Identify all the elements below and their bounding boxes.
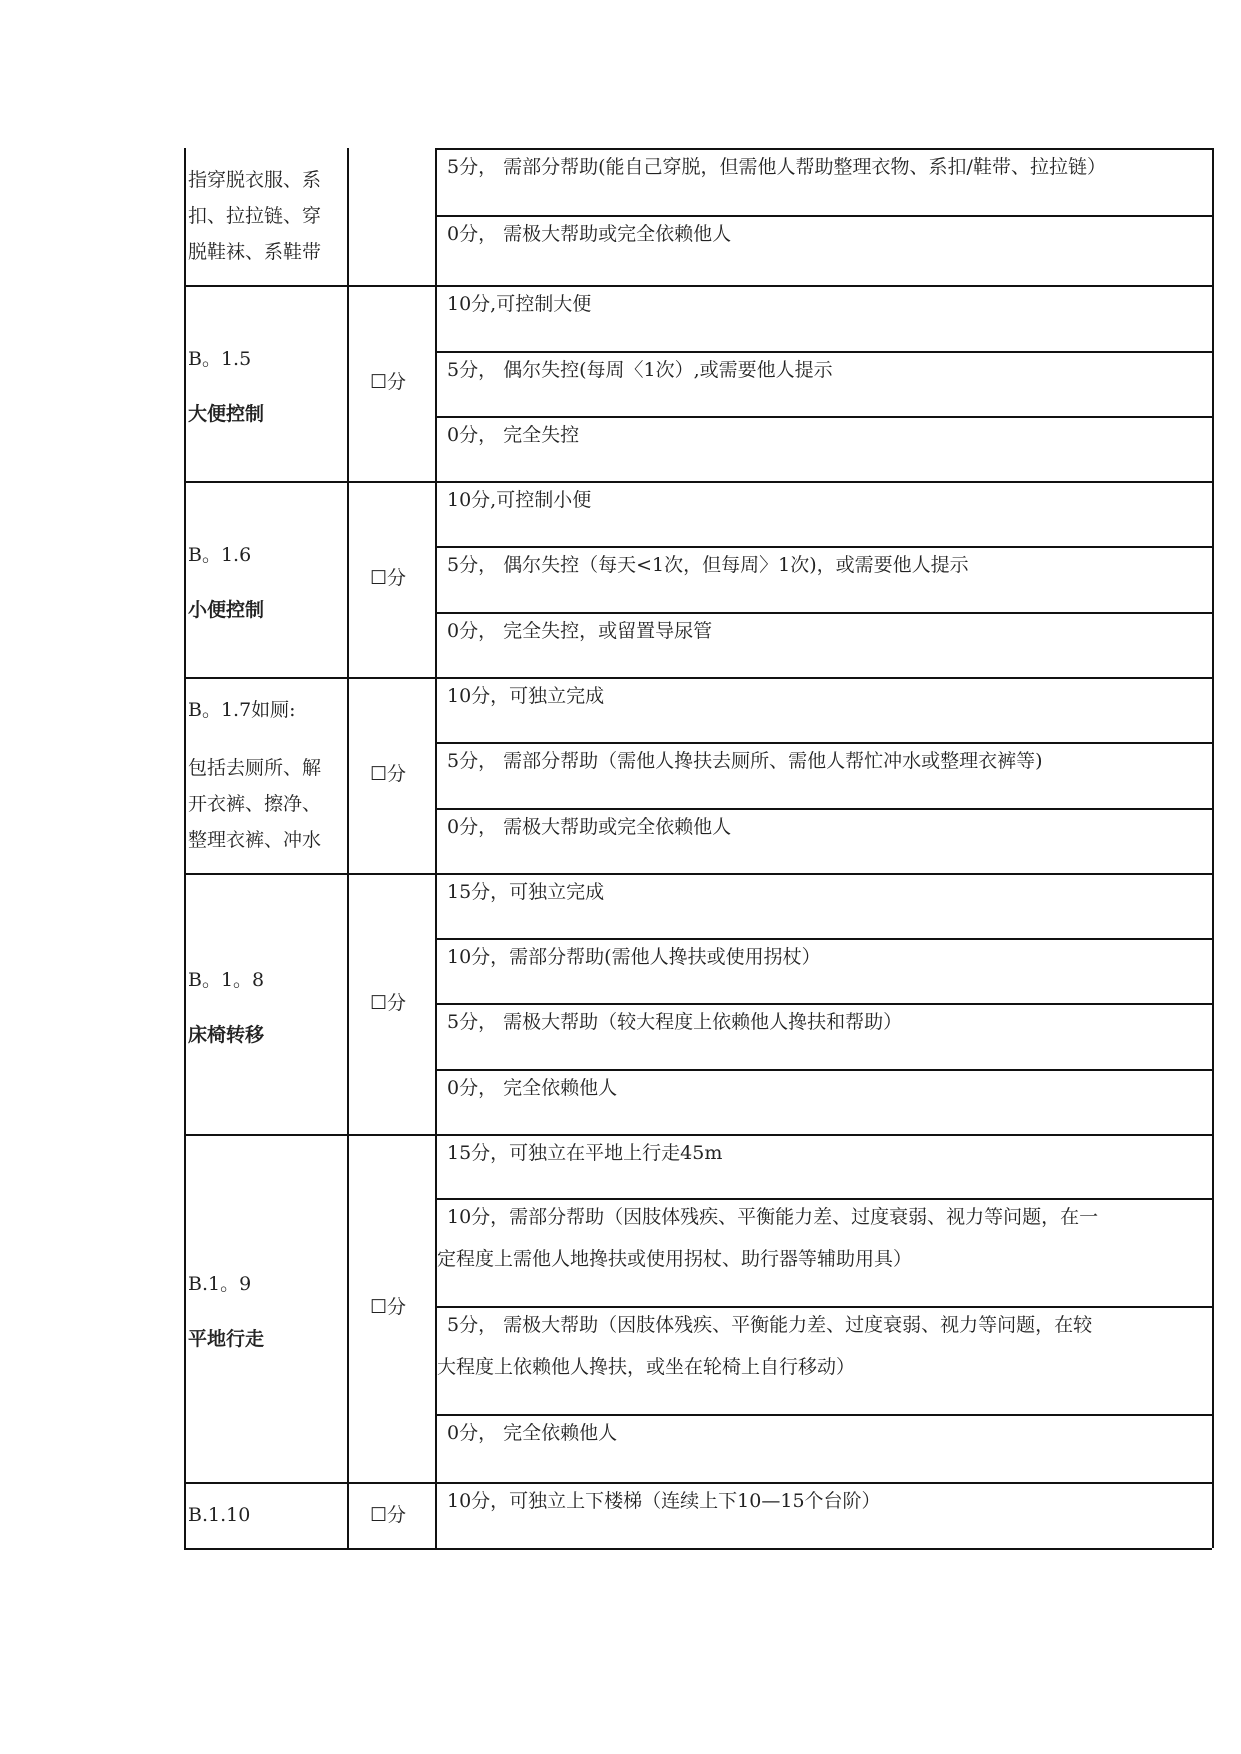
option-text: 0分， 完全依赖他人 [447, 1077, 618, 1099]
item-description: 整理衣裤、冲水 [188, 829, 322, 851]
item-description: 扣、拉拉链、穿 [188, 204, 322, 227]
item-code: B。1.5 [188, 348, 252, 370]
option-text: 5分， 需极大帮助（较大程度上依赖他人搀扶和帮助） [447, 1011, 903, 1033]
score-box: ☐分 [370, 763, 407, 785]
score-box: ☐分 [370, 991, 407, 1014]
item-name: 床椅转移 [188, 1023, 265, 1046]
item-description: 开衣裤、擦净、 [188, 793, 322, 815]
item-name: 大便控制 [188, 403, 265, 425]
row-divider [184, 677, 435, 679]
item-name: 小便控制 [188, 599, 265, 621]
row-divider [184, 285, 435, 287]
option-text: 10分，需部分帮助(需他人搀扶或使用拐杖） [447, 946, 821, 968]
option-divider [435, 808, 1212, 810]
option-divider [435, 677, 1212, 679]
option-text: 5分， 偶尔失控(每周〈1次）,或需要他人提示 [447, 359, 833, 381]
option-text: 15分，可独立完成 [447, 881, 605, 903]
option-text: 0分， 需极大帮助或完全依赖他人 [447, 816, 732, 838]
option-divider [435, 873, 1212, 875]
column-divider-2 [435, 148, 437, 1548]
row-divider [184, 1482, 435, 1484]
option-text: 大程度上依赖他人搀扶，或坐在轮椅上自行移动） [437, 1356, 856, 1378]
option-text: 10分,可控制小便 [447, 489, 592, 511]
item-code: B。1.6 [188, 544, 252, 566]
option-divider [435, 1306, 1212, 1308]
option-text: 5分， 需部分帮助（需他人搀扶去厕所、需他人帮忙冲水或整理衣裤等) [447, 750, 1043, 772]
option-divider [435, 612, 1212, 614]
option-divider [435, 1069, 1212, 1071]
option-text: 5分， 偶尔失控（每天<1次，但每周〉1次)，或需要他人提示 [447, 554, 969, 576]
option-divider [435, 546, 1212, 548]
item-code: B.1。9 [188, 1273, 252, 1295]
option-text: 定程度上需他人地搀扶或使用拐杖、助行器等辅助用具） [437, 1248, 913, 1270]
score-box: ☐分 [370, 1296, 407, 1318]
option-divider [435, 481, 1212, 483]
option-divider [435, 1134, 1212, 1136]
option-text: 10分,可控制大便 [447, 293, 592, 315]
column-divider-1 [347, 148, 349, 1548]
item-code: B。1。8 [188, 968, 265, 991]
item-code: B。1.7如厕: [188, 699, 296, 721]
row-divider [184, 873, 435, 875]
table-border-bottom [184, 1548, 1212, 1550]
table-border-left [184, 148, 186, 1548]
item-description: 脱鞋袜、系鞋带 [188, 240, 322, 263]
option-divider [435, 1482, 1212, 1484]
table-border-right [1212, 148, 1214, 1548]
option-text: 5分， 需极大帮助（因肢体残疾、平衡能力差、过度衰弱、视力等问题，在较 [447, 1314, 1093, 1336]
option-divider [435, 742, 1212, 744]
row-divider [184, 1134, 435, 1136]
item-name: 平地行走 [188, 1328, 265, 1350]
item-description: 指穿脱衣服、系 [188, 168, 322, 191]
item-code: B.1.10 [188, 1504, 251, 1526]
option-divider [435, 351, 1212, 353]
option-divider [435, 285, 1212, 287]
option-text: 10分，可独立上下楼梯（连续上下10—15个台阶） [447, 1490, 881, 1512]
option-divider [435, 1198, 1212, 1200]
option-text: 0分， 完全失控，或留置导尿管 [447, 620, 713, 642]
option-text: 5分， 需部分帮助(能自己穿脱，但需他人帮助整理衣物、系扣/鞋带、拉拉链） [447, 156, 1106, 178]
option-text: 10分，可独立完成 [447, 685, 605, 707]
option-divider [435, 938, 1212, 940]
item-description: 包括去厕所、解 [188, 757, 322, 779]
option-text: 10分，需部分帮助（因肢体残疾、平衡能力差、过度衰弱、视力等问题，在一 [447, 1206, 1099, 1228]
option-text: 0分， 需极大帮助或完全依赖他人 [447, 223, 732, 245]
option-divider [435, 148, 1212, 150]
score-box: ☐分 [370, 371, 407, 393]
score-box: ☐分 [370, 1504, 407, 1526]
option-text: 0分， 完全依赖他人 [447, 1422, 618, 1444]
option-divider [435, 1003, 1212, 1005]
option-text: 0分， 完全失控 [447, 424, 580, 446]
option-text: 15分，可独立在平地上行走45m [447, 1142, 723, 1164]
option-divider [435, 215, 1212, 217]
option-divider [435, 416, 1212, 418]
option-divider [435, 1414, 1212, 1416]
score-box: ☐分 [370, 567, 407, 589]
row-divider [184, 481, 435, 483]
